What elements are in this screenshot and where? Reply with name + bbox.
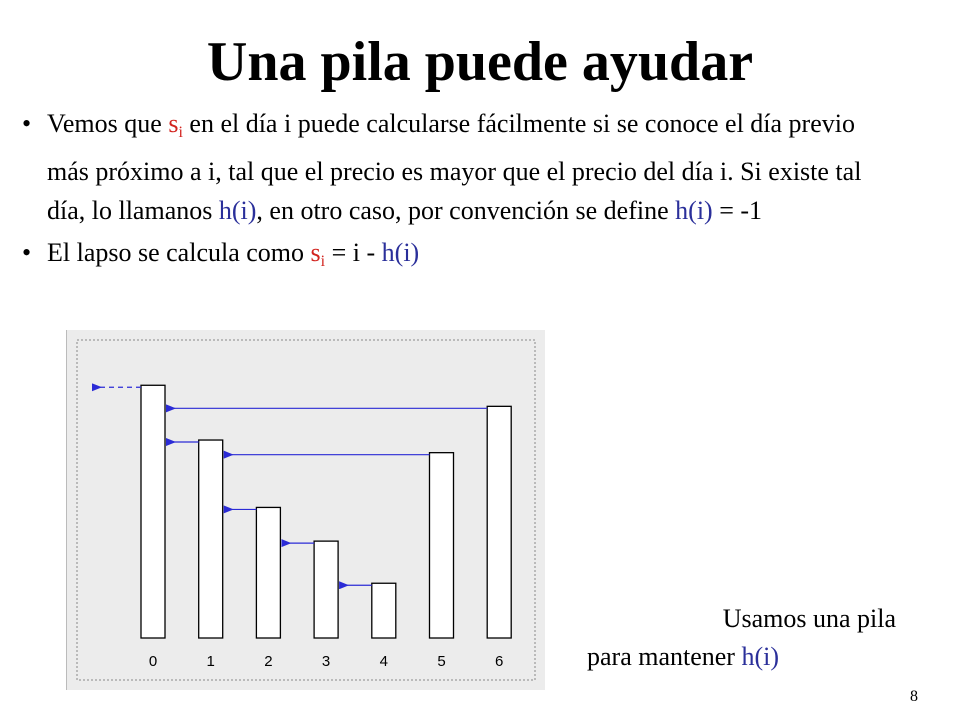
bar [199,440,223,638]
bullet-1-text-c: , en otro caso, por convención se define [256,196,676,225]
bullet-1-text-b: en el día i puede calcularse fácilmente si se conoce el día previo más próximo a i, tal que el precio es mayor que el precio del día i. Si existe tal día, lo llamanos [47,109,862,225]
span-s: s [310,238,321,267]
stack-note [580,600,896,676]
x-tick-label: 5 [437,653,446,670]
span-symbol [310,238,326,270]
bullet-2-text-a: El lapso se calcula como [47,238,311,267]
span-subscript: i [178,124,183,141]
bar [372,583,396,638]
h-of-i-term: h(i) [218,196,257,225]
bullet-list [22,104,902,281]
x-tick-label: 2 [264,653,273,670]
bar [141,385,165,638]
x-tick-label: 6 [495,653,504,670]
h-of-i-term: h(i) [741,642,780,671]
x-tick-label: 1 [206,653,215,670]
bullet-1-text-d: = -1 [712,196,763,225]
bar [256,507,280,638]
note-line-1: Usamos una pila [722,604,896,633]
note-line-2-text: para mantener [587,642,742,671]
bullet-2 [22,233,902,281]
bullet-1-text-a: Vemos que [47,109,169,138]
bar [430,453,454,638]
h-of-i-term: h(i) [675,196,713,225]
x-tick-label: 0 [148,653,158,670]
h-of-i-term: h(i) [381,238,420,267]
bar [314,541,338,638]
x-tick-label: 3 [321,653,331,670]
span-s: s [168,109,179,138]
stock-span-figure [66,330,545,690]
page-number: 8 [910,688,918,705]
bar-chart [67,330,545,690]
x-tick-label: 4 [379,653,388,670]
bullet-1 [22,104,902,230]
bar [487,406,511,638]
note-line-2 [580,638,896,676]
bullet-2-text-b: = i - [325,238,382,267]
slide-title: Una pila puede ayudar [206,31,754,93]
span-symbol [168,109,183,141]
span-subscript: i [320,253,326,270]
